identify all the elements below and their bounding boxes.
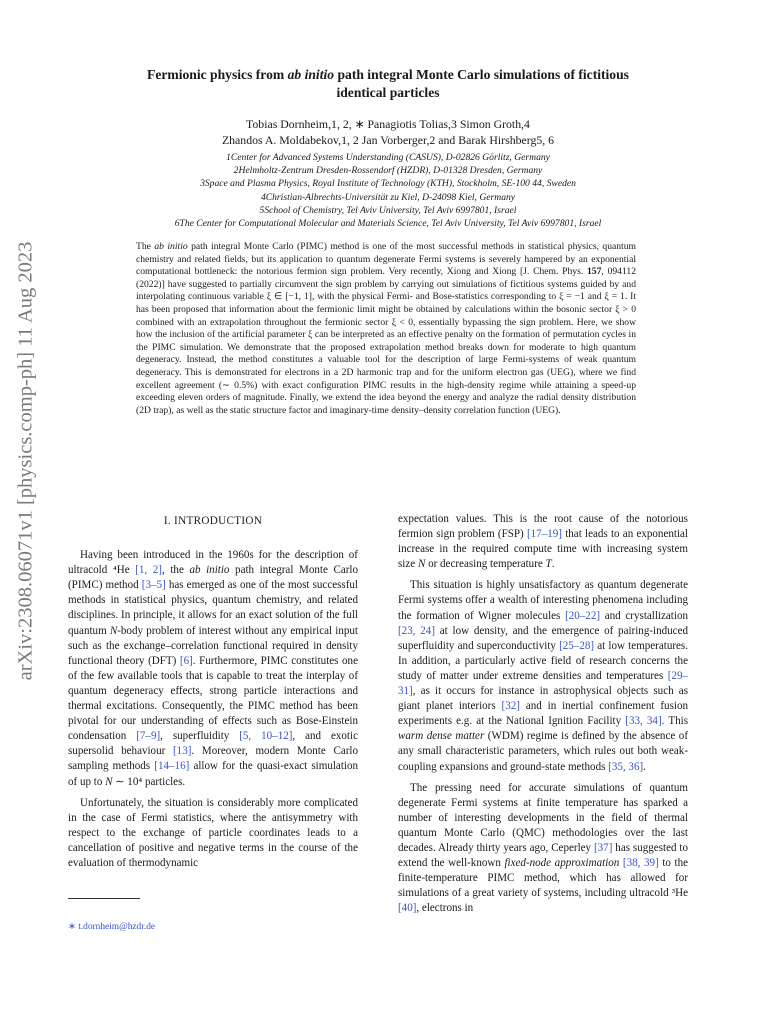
affiliation-2: 2Helmholtz-Zentrum Dresden-Rossendorf (HZDR), D-01328 Dresden, Germany	[233, 165, 543, 177]
citation-link[interactable]: [20–22]	[565, 609, 601, 622]
citation-link[interactable]: [29–31]	[398, 669, 688, 698]
citation-link[interactable]: [13]	[173, 745, 192, 758]
abstract: The ab initio path integral Monte Carlo (PIMC) method is one of the most successful methods in statistical physics, quantum chemistry and related fields, but its application to quantum degenerate Fermi systems is severely hampered by an exponential computational bottleneck: the notorious fermion sign problem. Very recently, Xiong and Xiong [J. Chem. Phys. 157, 094112 (2022)] have suggested to partially circumvent the sign problem by carrying out simulations of fictitious systems guided by and interpolating continuous variable ξ ∈ [−1, 1], with the physical Fermi- and Bose-statistics corresponding to ξ = −1 and ξ = 1. It has been proposed that information about the fermionic limit might be obtained by calculations within the bosonic sector ξ > 0 combined with an extrapolation throughout the fermionic sector ξ < 0, essentially bypassing the sign problem. Here, we show how the inclusion of the artificial parameter ξ can be interpreted as an effective penalty on the formation of permutation cycles in the PIMC simulation. We demonstrate that the proposed extrapolation method breaks down for moderate to high quantum degeneracy. Instead, the method constitutes a valuable tool for the description of large Fermi-systems of weak quantum degeneracy. This is demonstrated for electrons in a 2D harmonic trap and for the uniform electron gas (UEG), where we find excellent agreement (∼ 0.5%) with exact configuration PIMC results in the high-density regime while attaining a speed-up exceeding eleven orders of magnitude. Finally, we extend the idea beyond the energy and analyze the radial density distribution (2D trap), as well as the static structure factor and imaginary-time density–density correlation function (UEG).	[136, 241, 636, 416]
affiliations	[60, 151, 716, 230]
affiliation-1: 1Center for Advanced Systems Understanding (CASUS), D-02826 Görlitz, Germany	[226, 152, 550, 163]
citation-link[interactable]: [38, 39]	[622, 857, 659, 870]
citation-link[interactable]: [25–28]	[559, 639, 595, 652]
intro-paragraph-5: The pressing need for accurate simulations of quantum degenerate Fermi systems at finite temperature has sparked a number of interesting developments in the field of thermal quantum Monte Carlo (QMC) methodologies over the last decades. Already thirty years ago, Ceperley [37] has suggested to extend the well-known fixed-node approximation [38, 39] to the finite-temperature PIMC method, which has allowed for simulations of a great variety of systems, including ultracold ³He [40], electrons in	[398, 781, 689, 915]
corresponding-email-link[interactable]: ∗ t.dornheim@hzdr.de	[68, 922, 156, 932]
affiliation-4: 4Christian-Albrechts-Universität zu Kiel, D-24098 Kiel, Germany	[260, 191, 516, 203]
citation-link[interactable]: [1, 2]	[135, 564, 162, 577]
footnote-rule	[68, 898, 140, 899]
intro-paragraph-4: This situation is highly unsatisfactory as quantum degenerate Fermi systems offer a wealth of interesting phenomena including the formation of Wigner molecules [20–22] and crystallization [23, 24] at low density, and the emergence of pairing-induced superfluidity and superconductivity [25–28] at low temperatures. In addition, a particularly active field of research concerns the study of matter under extreme densities and temperatures [29–31], as it occurs for instance in astrophysical objects such as giant planet interiors [32] and in inertial confinement fusion experiments e.g. at the National Ignition Facility [33, 34]. This warm dense matter (WDM) regime is defined by the absence of any small characteristic parameters, which rules out both weak-coupling expansions and ground-state methods [35, 36].	[398, 579, 689, 773]
intro-paragraph-2: Unfortunately, the situation is considerably more complicated in the case of Fermi statistics, where the antisymmetry with respect to the exchange of particle coordinates leads to a cancellation of positive and negative terms in the course of the evaluation of thermodynamic	[68, 796, 358, 869]
citation-link[interactable]: [3–5]	[141, 579, 166, 592]
author-line-2: Zhandos A. Moldabekov,1, 2 Jan Vorberger,2 and Barak Hirshberg5, 6	[221, 133, 555, 147]
section-heading: I. INTRODUCTION	[163, 515, 263, 527]
author-list	[78, 116, 698, 148]
intro-paragraph-3: expectation values. This is the root cause of the notorious fermion sign problem (FSP) [17–19] that leads to an exponential increase in the required compute time with increasing system size N or decreasing temperature T.	[398, 513, 688, 571]
citation-link[interactable]: [14–16]	[154, 760, 190, 773]
citation-link[interactable]: [32]	[501, 700, 520, 713]
arxiv-stamp	[14, 222, 38, 700]
affiliation-6: 6The Center for Computational Molecular and Materials Science, Tel Aviv University, Tel Aviv 6997801, Israel	[174, 218, 602, 230]
affiliation-5: 5School of Chemistry, Tel Aviv University, Tel Aviv 6997801, Israel	[259, 204, 517, 216]
citation-link[interactable]: [5, 10–12]	[239, 730, 293, 743]
citation-link[interactable]: [33, 34]	[625, 715, 662, 728]
intro-paragraph-1: Having been introduced in the 1960s for the description of ultracold ⁴He [1, 2], the ab initio path integral Monte Carlo (PIMC) method [3–5] has emerged as one of the most successful methods in statistical physics, quantum chemistry, and related disciplines. In principle, it allows for an exact solution of the full quantum N-body problem of interest without any empirical input such as the exchange–correlation functional required in density functional theory (DFT) [6]. Furthermore, PIMC constitutes one of the few available tools that is capable to treat the interplay of quantum degeneracy effects, strong particle interactions and thermal excitations. Consequently, the PIMC method has been pivotal for our understanding of effects such as Bose-Einstein condensation [7–9], superfluidity [5, 10–12], and exotic supersolid behaviour [13]. Moreover, modern Monte Carlo sampling methods [14–16] allow for the quasi-exact simulation of up to N ∼ 10⁴ particles.	[68, 549, 359, 788]
author-line-1: Tobias Dornheim,1, 2, ∗ Panagiotis Tolias,3 Simon Groth,4	[246, 117, 530, 131]
paper-title: Fermionic physics from ab initio path integral Monte Carlo simulations of fictitious identical particles	[147, 67, 629, 100]
citation-link[interactable]: [23, 24]	[398, 624, 435, 637]
citation-link[interactable]: [35, 36]	[608, 760, 644, 773]
arxiv-stamp-text: arXiv:2308.06071v1 [physics.comp-ph] 11 Aug 2023	[14, 241, 37, 681]
citation-link[interactable]: [7–9]	[136, 730, 161, 743]
citation-link[interactable]: [17–19]	[526, 528, 562, 541]
citation-link[interactable]: [6]	[179, 654, 193, 667]
affiliation-3: 3Space and Plasma Physics, Royal Institute of Technology (KTH), Stockholm, SE-100 44, Sweden	[200, 178, 576, 190]
right-column	[398, 512, 688, 916]
citation-link[interactable]: [40]	[398, 902, 417, 915]
left-column	[68, 514, 358, 871]
citation-link[interactable]: [37]	[593, 841, 613, 854]
